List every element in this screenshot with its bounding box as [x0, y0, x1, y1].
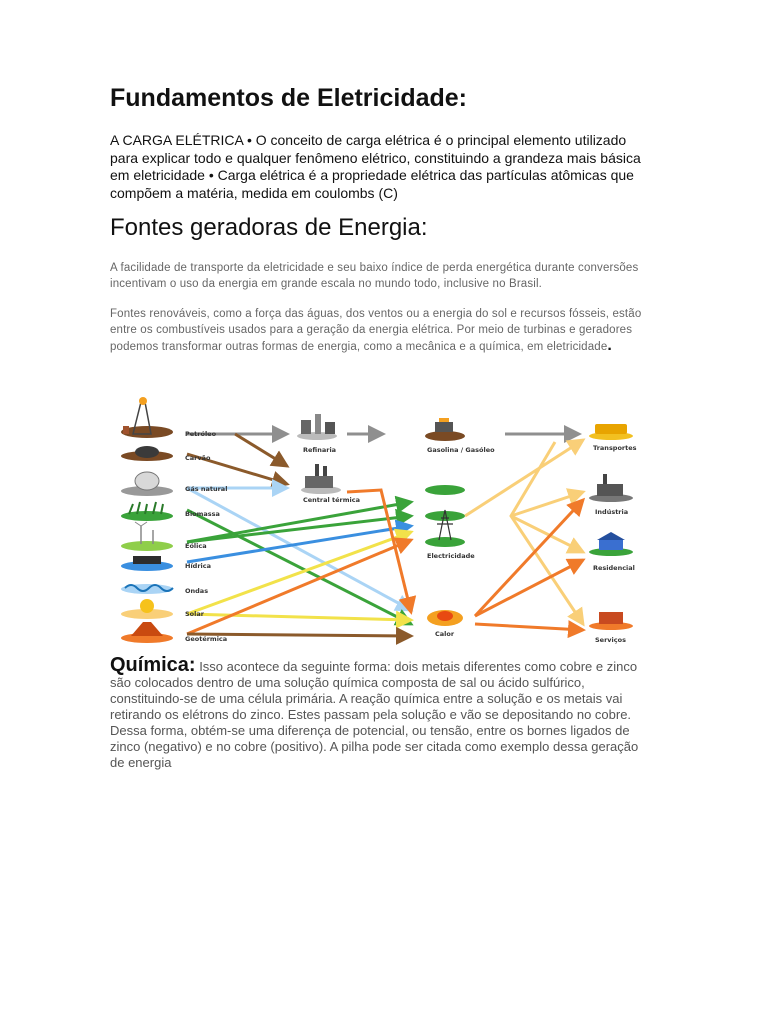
store-icon — [589, 612, 633, 630]
wave-icon — [121, 584, 173, 594]
house-icon — [589, 532, 633, 556]
biomass-field-icon — [121, 502, 173, 521]
sun-icon — [121, 599, 173, 619]
label-residencial: Residencial — [593, 564, 635, 572]
label-gasolina: Gasolina / Gasóleo — [427, 446, 495, 454]
arrow-heat-residential — [475, 560, 583, 616]
label-refinaria: Refinaria — [303, 446, 337, 454]
chemistry-lead: Química: — [110, 654, 196, 676]
label-electricidade: Electricidade — [427, 552, 475, 560]
energy-sources-heading: Fontes geradoras de Energia: — [110, 214, 428, 241]
volcano-icon — [121, 622, 173, 643]
arrow-petroleum-thermal — [235, 434, 287, 466]
label-carvao: Carvão — [185, 454, 211, 462]
flow-arrows — [187, 434, 583, 636]
chemistry-text: Isso acontece da seguinte forma: dois metais diferentes como cobre e zinco são colocados dentro de uma solução química composta de sal ou ácido sulfúrico, constituindo-se de uma célula primária. A reação química entre a solução e os metais vai retirando os elétrons do zinco. Estes passam pela solução e vão se depositando no cobre. Dessa forma, obtém-se uma diferença de potencial, ou tensão, entre os bornes ligados de zinco (negativo) e no cobre (positivo). A pilha pode ser citada como exemplo dessa geração de energia — [110, 659, 639, 770]
label-eolica: Eólica — [185, 542, 207, 550]
wind-turbine-icon — [121, 522, 173, 551]
power-plant-icon — [301, 464, 341, 494]
label-gas-natural: Gás natural — [185, 485, 228, 493]
renewables-period: . — [607, 337, 612, 354]
chemistry-paragraph — [110, 654, 655, 771]
charge-paragraph: A CARGA ELÉTRICA • O conceito de carga elétrica é o principal elemento utilizado para explicar todo e qualquer fenômeno elétrico, constituindo a grandeza mais básica em eletricidade • Carga elétrica é a propriedade elétrica das partículas atômicas que compõem a matéria, medida em coulombs (C) — [110, 132, 641, 201]
refinery-icon — [297, 414, 337, 440]
bus-icon — [589, 424, 633, 440]
label-calor: Calor — [435, 630, 455, 638]
page-title: Fundamentos de Eletricidade: — [110, 84, 468, 112]
label-petroleo: Petróleo — [185, 430, 217, 438]
renewables-text: Fontes renováveis, como a força das águas, dos ventos ou a energia do sol e recursos fósseis, estão entre os combustíveis usados para a geração da energia elétrica. Por meio de turbinas e geradores podemos transformar outras formas de energia, como a mecânica e a química, em eletricidade — [110, 308, 642, 353]
arrow-wind-electricity — [187, 516, 411, 542]
label-hidrica: Hídrica — [185, 562, 211, 570]
label-servicos: Serviços — [595, 636, 626, 644]
heat-icon — [427, 610, 463, 626]
arrow-heat-services — [475, 624, 583, 630]
renewables-paragraph — [110, 306, 655, 355]
label-biomassa: Biomassa — [185, 510, 220, 518]
label-geotermica: Geotérmica — [185, 635, 228, 643]
transport-paragraph: A facilidade de transporte da eletricidade e seu baixo índice de perda energética durante conversões incentivam o uso da energia em grande escala no mundo todo, inclusive no Brasil. — [110, 262, 639, 290]
arrow-biomass-electricity — [187, 510, 411, 624]
gas-tank-icon — [121, 472, 173, 496]
energy-flow-diagram — [115, 392, 660, 650]
hydro-water-icon — [121, 556, 173, 571]
label-industria: Indústria — [595, 508, 629, 516]
label-solar: Solar — [185, 610, 204, 618]
oil-derrick-icon — [121, 397, 173, 438]
label-ondas: Ondas — [185, 587, 209, 595]
label-central-termica: Central térmica — [303, 496, 360, 504]
label-transportes: Transportes — [593, 444, 637, 452]
transmission-tower-icon — [425, 485, 465, 547]
arrow-gas-electricity — [187, 488, 411, 610]
fuel-station-icon — [425, 418, 465, 441]
factory-icon — [589, 474, 633, 502]
coal-pile-icon — [121, 446, 173, 461]
